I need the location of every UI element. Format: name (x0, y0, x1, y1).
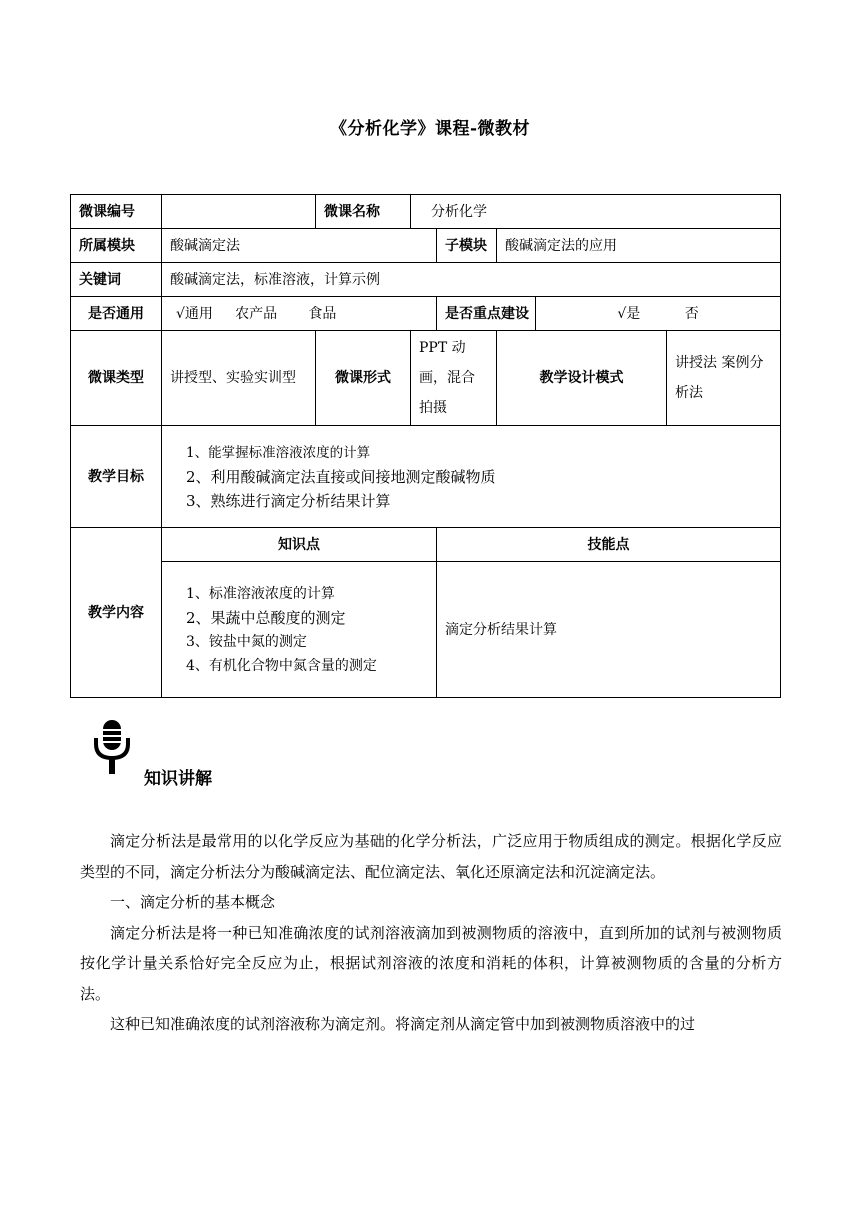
skill-header: 技能点 (437, 528, 781, 562)
submodule-label: 子模块 (437, 229, 497, 263)
skill-value: 滴定分析结果计算 (437, 562, 781, 698)
design-mode-value: 讲授法 案例分析法 (667, 331, 781, 426)
keyword-label: 关键词 (71, 263, 162, 297)
course-code-label: 微课编号 (71, 195, 162, 229)
key-construction-value: √是 否 (536, 297, 781, 331)
content-label: 教学内容 (71, 528, 162, 698)
keyword-value: 酸碱滴定法，标准溶液，计算示例 (162, 263, 781, 297)
course-code-value (162, 195, 316, 229)
knowledge-header: 知识点 (162, 528, 437, 562)
paragraph: 这种已知准确浓度的试剂溶液称为滴定剂。将滴定剂从滴定管中加到被测物质溶液中的过 (110, 1015, 696, 1033)
knowledge-item: 3、铵盐中氮的测定 (186, 633, 307, 650)
course-info-table (70, 194, 781, 698)
key-construction-label: 是否重点建设 (437, 297, 536, 331)
general-label: 是否通用 (71, 297, 162, 331)
knowledge-item: 2、果蔬中总酸度的测定 (186, 608, 346, 627)
knowledge-list (162, 562, 437, 698)
document-title: 《分析化学》课程-微教材 (329, 119, 531, 139)
module-label: 所属模块 (71, 229, 162, 263)
knowledge-item: 4、有机化合物中氮含量的测定 (186, 657, 377, 674)
objectives-list (162, 426, 781, 528)
objective-item: 3、熟练进行滴定分析结果计算 (186, 491, 391, 510)
knowledge-item: 1、标准溶液浓度的计算 (186, 585, 335, 602)
course-type-label: 微课类型 (71, 331, 162, 426)
objectives-label: 教学目标 (71, 426, 162, 528)
section-heading: 知识讲解 (144, 769, 212, 789)
general-value: √通用 农产品 食品 (162, 297, 437, 331)
paragraph: 滴定分析法是最常用的以化学反应为基础的化学分析法，广泛应用于物质组成的测定。根据化学反应类型的不同，滴定分析法分为酸碱滴定法、配位滴定法、氧化还原滴定法和沉淀滴定法。 (80, 832, 782, 881)
objective-item: 2、利用酸碱滴定法直接或间接地测定酸碱物质 (186, 467, 496, 486)
design-mode-label: 教学设计模式 (497, 331, 667, 426)
course-form-value: PPT 动画，混合拍摄 (411, 331, 497, 426)
paragraph: 滴定分析法是将一种已知准确浓度的试剂溶液滴加到被测物质的溶液中，直到所加的试剂与被测物质按化学计量关系恰好完全反应为止，根据试剂溶液的浓度和消耗的体积，计算被测物质的含量的分析方法。 (80, 923, 782, 1003)
objective-item: 1、能掌握标准溶液浓度的计算 (186, 444, 371, 461)
module-value: 酸碱滴定法 (162, 229, 437, 263)
body-text (80, 826, 782, 1040)
course-name-label: 微课名称 (316, 195, 411, 229)
submodule-value: 酸碱滴定法的应用 (497, 229, 781, 263)
microphone-icon (92, 718, 132, 778)
course-type-value: 讲授型、实验实训型 (162, 331, 316, 426)
paragraph: 一、滴定分析的基本概念 (110, 893, 276, 911)
course-name-value: 分析化学 (411, 195, 781, 229)
course-form-label: 微课形式 (316, 331, 411, 426)
